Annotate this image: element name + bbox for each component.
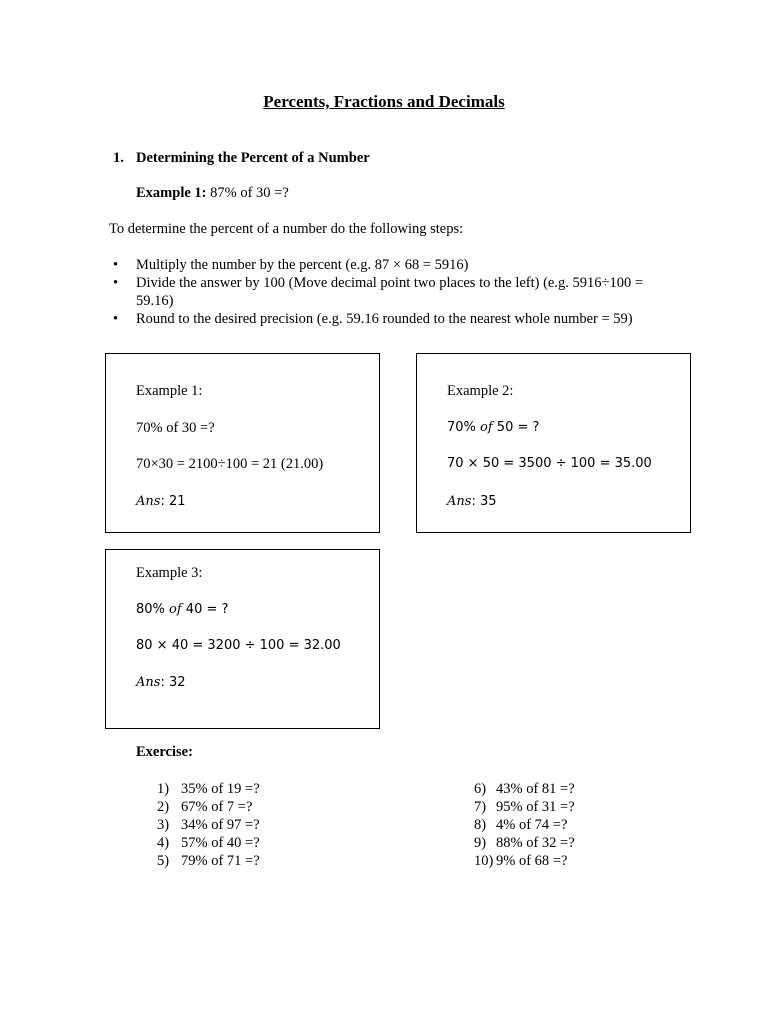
exercise-item: 67% of 7 =? xyxy=(181,799,253,815)
box-2-question-b: 50 = ? xyxy=(492,420,540,435)
bullet-2: • xyxy=(113,275,119,291)
box-2-answer xyxy=(447,494,497,509)
box-3-work: 80 × 40 = 3200 ÷ 100 = 32.00 xyxy=(136,638,341,653)
box-3-question-a: 80% xyxy=(136,602,170,617)
box-3-answer xyxy=(136,675,186,690)
exercise-num: 4) xyxy=(157,835,170,851)
step-1: Multiply the number by the percent (e.g. 87 × 68 = 5916) xyxy=(136,257,469,273)
example-box-2 xyxy=(416,353,691,533)
exercise-heading: Exercise: xyxy=(136,744,193,760)
exercise-num: 3) xyxy=(157,817,170,833)
exercise-item: 34% of 97 =? xyxy=(181,817,260,833)
exercise-item: 57% of 40 =? xyxy=(181,835,260,851)
box-2-ans-value: : 35 xyxy=(471,494,497,509)
step-3: Round to the desired precision (e.g. 59.16 rounded to the nearest whole number = 59) xyxy=(136,311,633,327)
box-2-question xyxy=(447,420,539,435)
intro-example-text: 87% of 30 =? xyxy=(206,185,289,201)
exercise-num: 10) xyxy=(474,853,494,869)
bullet-1: • xyxy=(113,257,119,273)
box-1-ans-value: : 21 xyxy=(160,494,186,509)
box-1-answer xyxy=(136,494,186,509)
exercise-num: 8) xyxy=(474,817,487,833)
intro-text: To determine the percent of a number do the following steps: xyxy=(109,221,464,237)
page-title: Percents, Fractions and Decimals xyxy=(263,92,505,111)
exercise-item: 43% of 81 =? xyxy=(496,781,575,797)
box-2-ans-label: Ans xyxy=(447,494,472,509)
box-2-work: 70 × 50 = 3500 ÷ 100 = 35.00 xyxy=(447,456,652,471)
exercise-item: 79% of 71 =? xyxy=(181,853,260,869)
exercise-num: 1) xyxy=(157,781,170,797)
step-2-continued: 59.16) xyxy=(136,293,174,309)
box-1-question: 70% of 30 =? xyxy=(136,420,215,436)
box-3-label: Example 3: xyxy=(136,565,203,581)
exercise-num: 6) xyxy=(474,781,487,797)
exercise-item: 35% of 19 =? xyxy=(181,781,260,797)
bullet-3: • xyxy=(113,311,119,327)
exercise-num: 9) xyxy=(474,835,487,851)
section-number: 1. xyxy=(113,150,124,166)
example-box-1 xyxy=(105,353,380,533)
intro-example-label: Example 1: xyxy=(136,185,207,201)
box-2-label: Example 2: xyxy=(447,383,514,399)
box-3-question-b: 40 = ? xyxy=(181,602,229,617)
box-3-question xyxy=(136,602,228,617)
box-3-ans-label: Ans xyxy=(136,675,161,690)
exercise-num: 7) xyxy=(474,799,487,815)
example-box-3 xyxy=(105,549,380,729)
exercise-item: 4% of 74 =? xyxy=(496,817,568,833)
exercise-num: 2) xyxy=(157,799,170,815)
section-heading: Determining the Percent of a Number xyxy=(136,150,370,166)
exercise-item: 9% of 68 =? xyxy=(496,853,568,869)
box-3-ans-value: : 32 xyxy=(160,675,186,690)
step-2: Divide the answer by 100 (Move decimal point two places to the left) (e.g. 5916÷100 = xyxy=(136,275,643,291)
intro-example xyxy=(136,185,289,202)
box-1-work: 70×30 = 2100÷100 = 21 (21.00) xyxy=(136,456,324,472)
box-1-label: Example 1: xyxy=(136,383,203,399)
exercise-item: 88% of 32 =? xyxy=(496,835,575,851)
exercise-num: 5) xyxy=(157,853,170,869)
box-2-question-a: 70% xyxy=(447,420,481,435)
box-1-ans-label: Ans xyxy=(136,494,161,509)
exercise-item: 95% of 31 =? xyxy=(496,799,575,815)
box-3-question-of: of xyxy=(169,602,182,617)
box-2-question-of: of xyxy=(480,420,493,435)
